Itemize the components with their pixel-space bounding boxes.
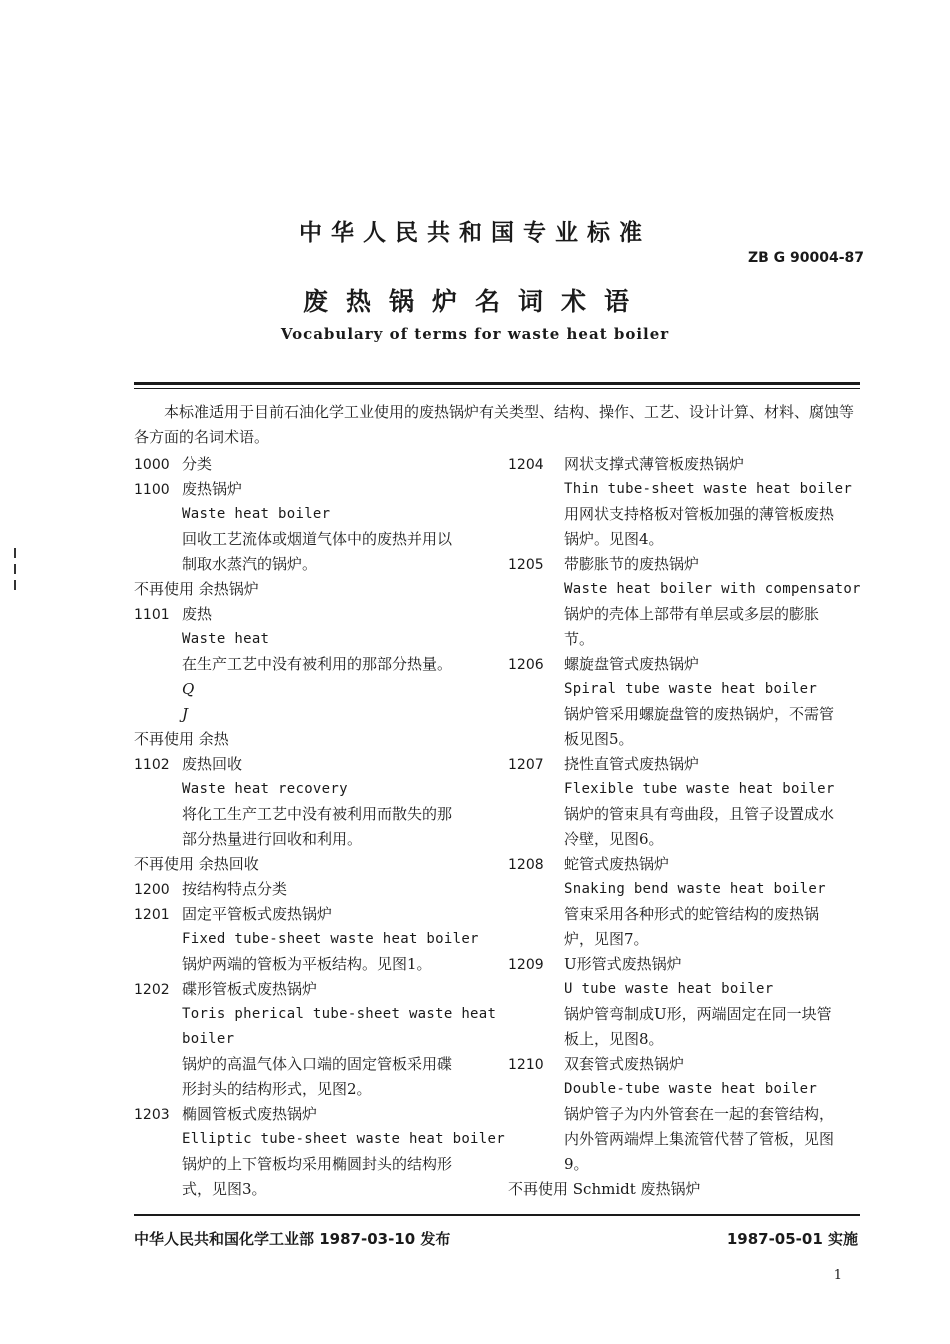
- term-entry: [134, 602, 494, 627]
- binding-mark: [14, 548, 17, 608]
- term-definition: 节。: [564, 630, 595, 648]
- term-english: Waste heat: [182, 631, 270, 647]
- term-chinese: 螺旋盘管式废热锅炉: [564, 655, 700, 673]
- symbol-text: J: [182, 705, 189, 723]
- term-english: U tube waste heat boiler: [564, 981, 774, 997]
- term-definition: 锅炉的高温气体入口端的固定管板采用碟: [182, 1055, 453, 1073]
- term-number: 1203: [134, 1107, 170, 1123]
- term-number: 1201: [134, 907, 170, 923]
- term-chinese: 椭圆管板式废热锅炉: [182, 1105, 318, 1123]
- term-entry: [508, 1052, 862, 1077]
- term-definition: 将化工生产工艺中没有被利用而散失的那: [182, 805, 453, 823]
- header-rule-thick: [134, 382, 860, 385]
- term-english: Double-tube waste heat boiler: [564, 1081, 818, 1097]
- term-english: Elliptic tube-sheet waste heat boiler: [182, 1131, 505, 1147]
- term-english: boiler: [182, 1031, 235, 1047]
- term-entry: [134, 452, 494, 477]
- term-number: 1205: [508, 557, 544, 573]
- term-definition: 冷壁，见图6。: [564, 830, 664, 848]
- term-definition: 板上，见图8。: [564, 1030, 664, 1048]
- standard-heading: 中华人民共和国专业标准: [299, 220, 651, 246]
- term-entry: [134, 752, 494, 777]
- footer-rule: [134, 1214, 860, 1216]
- term-number: 1208: [508, 857, 544, 873]
- deprecated-term: 不再使用 余热: [134, 730, 229, 748]
- term-chinese: U形管式废热锅炉: [564, 955, 682, 973]
- term-definition: 锅炉的管束具有弯曲段，且管子设置成水: [564, 805, 835, 823]
- term-entry: [134, 1102, 494, 1127]
- term-entry: [508, 552, 862, 577]
- page-number: 1: [833, 1268, 842, 1283]
- term-definition: 锅炉的壳体上部带有单层或多层的膨胀: [564, 605, 820, 623]
- right-column: [508, 452, 862, 1202]
- term-number: 1207: [508, 757, 544, 773]
- term-number: 1202: [134, 982, 170, 998]
- term-english: Snaking bend waste heat boiler: [564, 881, 826, 897]
- term-definition: 制取水蒸汽的锅炉。: [182, 555, 318, 573]
- term-definition: 锅炉两端的管板为平板结构。见图1。: [182, 955, 432, 973]
- issue-date: 中华人民共和国化学工业部 1987-03-10 发布: [134, 1230, 451, 1248]
- term-number: 1200: [134, 882, 170, 898]
- term-english: Thin tube-sheet waste heat boiler: [564, 481, 853, 497]
- term-number: 1000: [134, 457, 170, 473]
- term-entry: [134, 477, 494, 502]
- intro-paragraph: [134, 400, 862, 450]
- deprecated-term: 不再使用 余热锅炉: [134, 580, 259, 598]
- term-entry: [508, 652, 862, 677]
- term-definition: 形封头的结构形式，见图2。: [182, 1080, 372, 1098]
- term-english: Spiral tube waste heat boiler: [564, 681, 818, 697]
- intro-text: 本标准适用于目前石油化学工业使用的废热锅炉有关类型、结构、操作、工艺、设计计算、材料、腐蚀等各方面的名词术语。: [134, 403, 855, 446]
- term-definition: 内外管两端焊上集流管代替了管板，见图: [564, 1130, 835, 1148]
- term-chinese: 按结构特点分类: [182, 880, 288, 898]
- term-definition: 式，见图3。: [182, 1180, 267, 1198]
- left-column: [134, 452, 505, 1202]
- term-entry: [508, 452, 862, 477]
- deprecated-term: 不再使用 余热回收: [134, 855, 259, 873]
- term-symbol: [134, 702, 494, 727]
- term-chinese: 网状支撑式薄管板废热锅炉: [564, 455, 745, 473]
- term-definition: 在生产工艺中没有被利用的那部分热量。: [182, 655, 453, 673]
- page-title-english: Vocabulary of terms for waste heat boiler: [280, 325, 670, 343]
- term-number: 1102: [134, 757, 170, 773]
- term-english: Waste heat boiler: [182, 506, 331, 522]
- term-definition: 锅炉管子为内外管套在一起的套管结构，: [564, 1105, 835, 1123]
- term-chinese: 废热回收: [182, 755, 243, 773]
- term-entry: [508, 952, 862, 977]
- term-english: Fixed tube-sheet waste heat boiler: [182, 931, 479, 947]
- term-entry: [134, 902, 494, 927]
- term-definition: 锅炉。见图4。: [564, 530, 664, 548]
- term-entry: [508, 752, 862, 777]
- term-definition: 9。: [564, 1155, 589, 1173]
- term-number: 1210: [508, 1057, 544, 1073]
- term-chinese: 蛇管式废热锅炉: [564, 855, 670, 873]
- term-chinese: 挠性直管式废热锅炉: [564, 755, 700, 773]
- term-definition: 锅炉管弯制成U形，两端固定在同一块管: [564, 1005, 832, 1023]
- header-rule-thin: [134, 388, 860, 389]
- symbol-text: Q: [182, 680, 195, 698]
- term-definition: 用网状支持格板对管板加强的薄管板废热: [564, 505, 835, 523]
- term-chinese: 碟形管板式废热锅炉: [182, 980, 318, 998]
- term-definition: 锅炉的上下管板均采用椭圆封头的结构形: [182, 1155, 453, 1173]
- term-english: Toris pherical tube-sheet waste heat: [182, 1006, 497, 1022]
- effective-date: 1987-05-01 实施: [726, 1230, 858, 1248]
- term-number: 1206: [508, 657, 544, 673]
- term-english: Waste heat recovery: [182, 781, 348, 797]
- term-number: 1101: [134, 607, 170, 623]
- term-english: Flexible tube waste heat boiler: [564, 781, 835, 797]
- term-entry: [508, 852, 862, 877]
- term-chinese: 带膨胀节的废热锅炉: [564, 555, 700, 573]
- term-entry: [134, 877, 494, 902]
- term-definition: 部分热量进行回收和利用。: [182, 830, 363, 848]
- term-definition: 炉，见图7。: [564, 930, 649, 948]
- term-definition: 回收工艺流体或烟道气体中的废热并用以: [182, 530, 453, 548]
- page-title: 废热锅炉名词术语: [302, 287, 647, 316]
- term-number: 1209: [508, 957, 544, 973]
- deprecated-term: 不再使用 Schmidt 废热锅炉: [508, 1180, 701, 1198]
- term-definition: 板见图5。: [564, 730, 634, 748]
- term-chinese: 废热: [182, 605, 213, 623]
- term-english: Waste heat boiler with compensator: [564, 581, 861, 597]
- term-definition: 管束采用各种形式的蛇管结构的废热锅: [564, 905, 820, 923]
- term-chinese: 废热锅炉: [182, 480, 243, 498]
- term-chinese: 双套管式废热锅炉: [564, 1055, 685, 1073]
- term-number: 1100: [134, 482, 170, 498]
- standard-code: ZB G 90004-87: [747, 250, 864, 266]
- term-symbol: [134, 677, 494, 702]
- term-number: 1204: [508, 457, 544, 473]
- term-chinese: 分类: [182, 455, 213, 473]
- term-chinese: 固定平管板式废热锅炉: [182, 905, 333, 923]
- term-definition: 锅炉管采用螺旋盘管的废热锅炉，不需管: [564, 705, 835, 723]
- term-entry: [134, 977, 494, 1002]
